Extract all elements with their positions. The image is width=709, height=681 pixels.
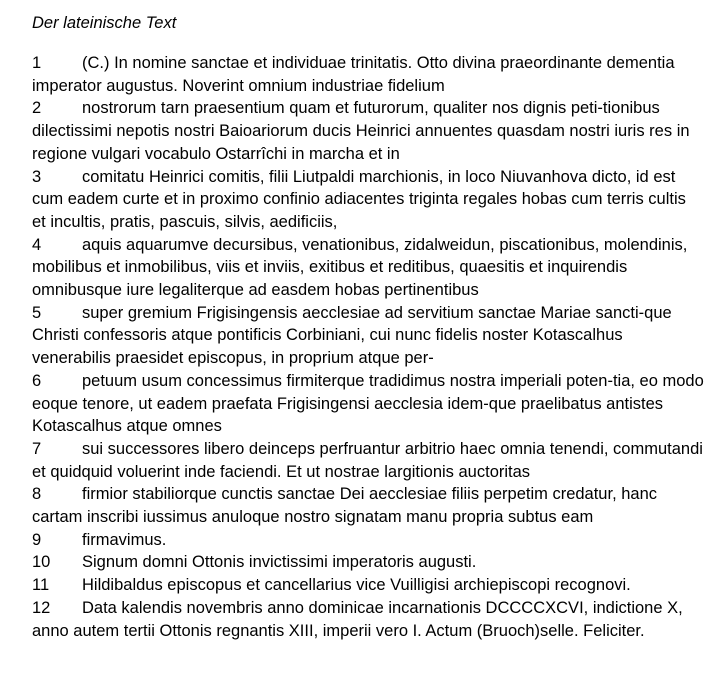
line-number: 8 <box>32 485 42 504</box>
line-text: aquis aquarumve decursibus, venationibus, zidalweidun, piscationibus, molendinis, mobilibus et inmobilibus, viis et inviis, exitibus et reditibus, quaesitis et inquirendis omnibusque iure legaliterque ad easdem hobas pertinentibus <box>32 235 688 300</box>
line-number: 1 <box>32 54 42 72</box>
text-line <box>32 551 704 574</box>
line-number: 9 <box>32 530 42 549</box>
text-line <box>32 234 704 302</box>
line-number: 11 <box>32 576 50 595</box>
text-line <box>32 52 704 97</box>
line-text: Signum domni Ottonis invictissimi imperatoris augusti. <box>82 553 477 572</box>
text-line <box>32 438 704 483</box>
text-line <box>32 166 704 234</box>
text-line <box>32 529 704 552</box>
line-number: 10 <box>32 553 51 572</box>
document-heading: Der lateinische Text <box>32 14 177 32</box>
text-line <box>32 574 704 597</box>
line-text: Hildibaldus episcopus et cancellarius vice Vuilligisi archiepiscopi recognovi. <box>82 576 631 595</box>
line-text: (C.) In nomine sanctae et individuae trinitatis. Otto divina praeordinante dementia imperator augustus. Noverint omnium industriae fidelium <box>32 54 675 95</box>
document-page <box>32 12 704 642</box>
text-line <box>32 483 704 528</box>
line-number: 3 <box>32 167 42 186</box>
line-text: super gremium Frigisingensis aecclesiae ad servitium sanctae Mariae sancti-que Christi confessoris atque pontificis Corbiniani, cui nunc fidelis noster Kotascalhus venerabilis praesidet episcopus, in proprium atque per- <box>32 303 672 368</box>
line-text: firmavimus. <box>82 530 167 549</box>
line-number: 12 <box>32 598 51 617</box>
line-text: Data kalendis novembris anno dominicae incarnationis DCCCCXCVI, indictione X, anno autem tertii Ottonis regnantis XIII, imperii vero I. Actum (Bruoch)selle. Feliciter. <box>32 598 683 640</box>
line-text: sui successores libero deinceps perfruantur arbitrio haec omnia tenendi, commutandi et quidquid voluerint inde faciendi. Et ut nostrae largitionis auctoritas <box>32 439 703 481</box>
line-number: 6 <box>32 371 42 390</box>
text-line <box>32 302 704 370</box>
line-number: 7 <box>32 439 42 458</box>
line-text: petuum usum concessimus firmiterque tradidimus nostra imperiali poten-tia, eo modo eoque tenore, ut eadem praefata Frigisingensi aecclesia idem-que praelibatus antistes Kotascalhus atque omnes <box>32 371 704 436</box>
line-number: 2 <box>32 99 42 118</box>
line-number: 4 <box>32 235 42 254</box>
line-number: 5 <box>32 303 42 322</box>
text-lines <box>32 52 704 642</box>
line-text: firmior stabiliorque cunctis sanctae Dei aecclesiae filiis perpetim credatur, hanc cartam inscribi iussimus anuloque nostro signatam manu propria subtus eam <box>32 485 658 527</box>
text-line <box>32 97 704 165</box>
text-line <box>32 370 704 438</box>
line-text: comitatu Heinrici comitis, filii Liutpaldi marchionis, in loco Niuvanhova dicto, id est cum eadem curte et in proximo confinio adiacentes triginta regales hobas cum terris cultis et incultis, pratis, pascuis, silvis, aedificiis, <box>32 167 686 231</box>
text-line <box>32 597 704 642</box>
line-text: nostrorum tarn praesentium quam et futurorum, qualiter nos dignis peti-tionibus dilectissimi nepotis nostri Baioariorum ducis Heinrici annuentes quasdam nostri iuris res in regione vulgari vocabulo Ostarrîchi in marcha et in <box>32 99 690 163</box>
